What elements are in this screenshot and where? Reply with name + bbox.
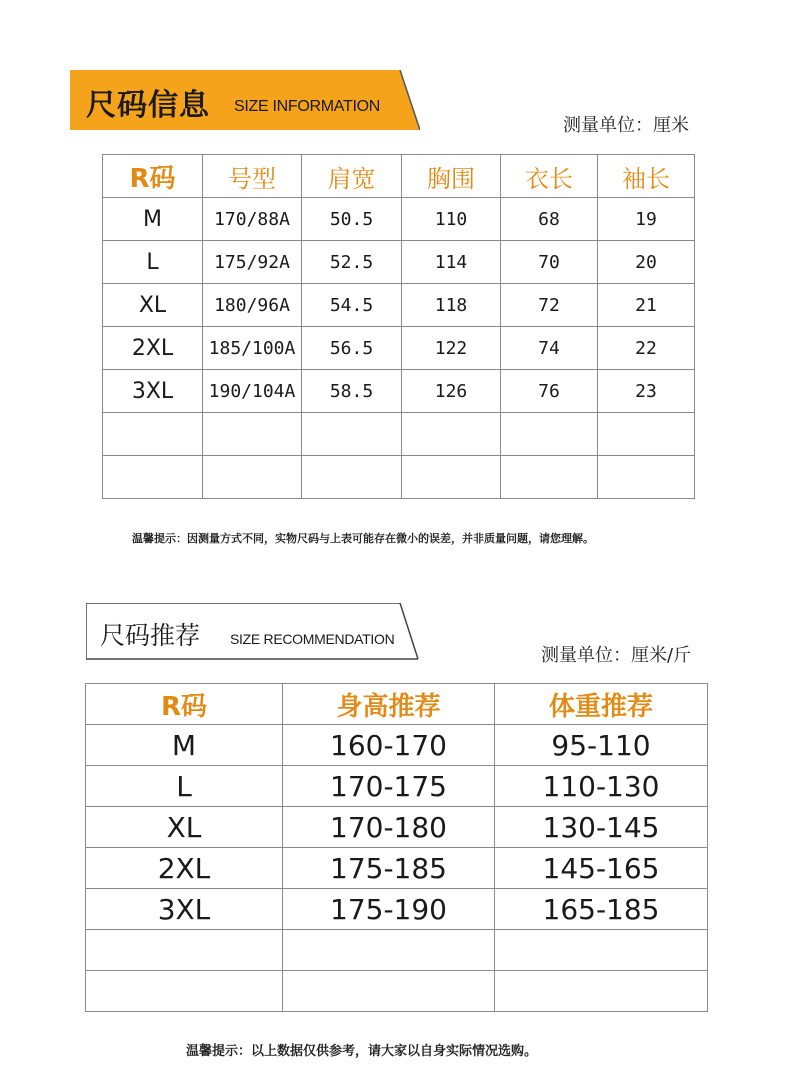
table-cell: 180/96A: [203, 284, 302, 327]
size-recommend-subtitle: SIZE RECOMMENDATION: [230, 631, 395, 647]
table-row: [86, 766, 708, 807]
table-cell: 175/92A: [203, 241, 302, 284]
column-header: 身高推荐: [283, 684, 495, 725]
size-info-subtitle: SIZE INFORMATION: [234, 98, 381, 115]
table-cell: 185/100A: [203, 327, 302, 370]
column-header: 肩宽: [302, 155, 402, 198]
table-cell: 122: [402, 327, 501, 370]
size-info-banner: [70, 70, 420, 130]
size-cell: 3XL: [103, 370, 203, 413]
table-cell: [283, 930, 495, 971]
table-cell: 23: [598, 370, 695, 413]
table-row: [103, 284, 695, 327]
table-row: [103, 370, 695, 413]
size-cell: 2XL: [86, 848, 283, 889]
size-cell: XL: [103, 284, 203, 327]
table-cell: 175-185: [283, 848, 495, 889]
table-cell: 22: [598, 327, 695, 370]
size-cell: [103, 456, 203, 499]
table-row: [103, 327, 695, 370]
size-cell: L: [103, 241, 203, 284]
column-header: 衣长: [501, 155, 598, 198]
column-header: R码: [103, 155, 203, 198]
table-cell: [402, 456, 501, 499]
table-cell: [402, 413, 501, 456]
table-cell: [501, 456, 598, 499]
size-cell: M: [103, 198, 203, 241]
table-cell: 160-170: [283, 725, 495, 766]
table-cell: 165-185: [495, 889, 708, 930]
table-header-row: [86, 684, 708, 725]
table-cell: 72: [501, 284, 598, 327]
size-cell: 2XL: [103, 327, 203, 370]
size-info-note: 温馨提示：因测量方式不同，实物尺码与上表可能存在微小的误差，并非质量问题，请您理解。: [132, 532, 594, 545]
table-cell: [203, 456, 302, 499]
table-cell: 70: [501, 241, 598, 284]
size-info-title: 尺码信息: [86, 88, 210, 123]
table-cell: 110: [402, 198, 501, 241]
table-cell: [501, 413, 598, 456]
table-cell: 74: [501, 327, 598, 370]
table-row: [103, 241, 695, 284]
column-header: R码: [86, 684, 283, 725]
size-cell: [86, 971, 283, 1012]
size-cell: L: [86, 766, 283, 807]
table-cell: [598, 456, 695, 499]
table-row: [103, 198, 695, 241]
size-cell: 3XL: [86, 889, 283, 930]
table-cell: [283, 971, 495, 1012]
size-recommend-banner: [86, 603, 420, 661]
measure-unit-label-2: 测量单位：厘米/斤: [541, 645, 692, 666]
table-row: [103, 456, 695, 499]
size-recommend-note: 温馨提示：以上数据仅供参考，请大家以自身实际情况选购。: [186, 1044, 538, 1059]
table-row: [86, 971, 708, 1012]
size-cell: [86, 930, 283, 971]
table-cell: 170-175: [283, 766, 495, 807]
size-recommend-title: 尺码推荐: [100, 621, 201, 650]
table-cell: 114: [402, 241, 501, 284]
table-header-row: [103, 155, 695, 198]
table-cell: 190/104A: [203, 370, 302, 413]
table-row: [86, 848, 708, 889]
table-cell: [302, 413, 402, 456]
table-cell: 170/88A: [203, 198, 302, 241]
table-cell: 68: [501, 198, 598, 241]
size-cell: M: [86, 725, 283, 766]
table-cell: 95-110: [495, 725, 708, 766]
size-cell: [103, 413, 203, 456]
table-cell: [598, 413, 695, 456]
size-info-table: [102, 154, 695, 499]
table-row: [86, 725, 708, 766]
table-cell: 58.5: [302, 370, 402, 413]
table-cell: [302, 456, 402, 499]
column-header: 体重推荐: [495, 684, 708, 725]
column-header: 袖长: [598, 155, 695, 198]
size-cell: XL: [86, 807, 283, 848]
table-cell: 130-145: [495, 807, 708, 848]
table-cell: [495, 971, 708, 1012]
table-cell: 50.5: [302, 198, 402, 241]
table-cell: [495, 930, 708, 971]
column-header: 号型: [203, 155, 302, 198]
table-cell: 110-130: [495, 766, 708, 807]
table-cell: 118: [402, 284, 501, 327]
table-cell: 126: [402, 370, 501, 413]
table-cell: 175-190: [283, 889, 495, 930]
size-recommend-table: [85, 683, 708, 1012]
table-row: [86, 889, 708, 930]
table-cell: 56.5: [302, 327, 402, 370]
table-cell: 54.5: [302, 284, 402, 327]
column-header: 胸围: [402, 155, 501, 198]
table-cell: 170-180: [283, 807, 495, 848]
measure-unit-label: 测量单位：厘米: [563, 115, 689, 136]
table-cell: 19: [598, 198, 695, 241]
table-cell: 21: [598, 284, 695, 327]
table-row: [86, 930, 708, 971]
table-cell: 145-165: [495, 848, 708, 889]
table-cell: 76: [501, 370, 598, 413]
table-cell: 52.5: [302, 241, 402, 284]
table-row: [86, 807, 708, 848]
table-cell: 20: [598, 241, 695, 284]
table-row: [103, 413, 695, 456]
table-cell: [203, 413, 302, 456]
